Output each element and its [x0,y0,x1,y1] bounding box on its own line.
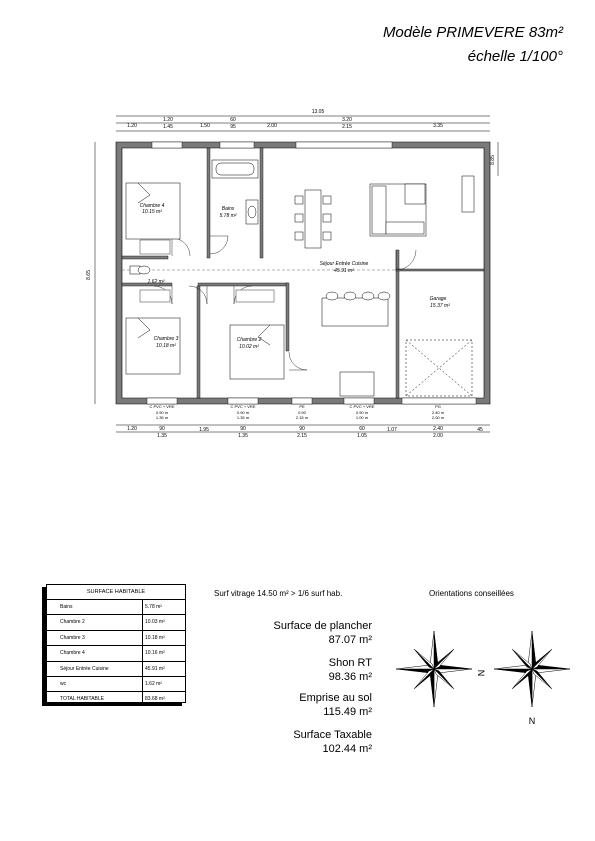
table-row [47,600,185,615]
bottom-sub2-dim-4: 1.00 m [355,415,369,420]
bottom-sub2-dim-5: 2.00 m [431,415,445,420]
row-label: Chambre 2 [60,619,85,626]
surface-table-header: SURFACE HABITABLE [47,585,185,600]
scale-label: échelle 1/100° [467,48,563,65]
bottom-dim-r2-2: 1.95 [199,427,209,433]
metric-label: Shon RT [328,657,372,669]
row-label: Chambre 4 [60,650,85,657]
top-dim-8: 2.00 [267,123,277,129]
bottom-dim-r2-4: 2.15 [297,433,307,439]
bottom-dim-r2-7: 2.00 [433,433,443,439]
bottom-dim-r1-1: 1.20 [127,426,137,432]
bottom-sub2-dim-2: 1.35 m [236,415,250,420]
top-dim-2: 60 [230,117,236,123]
row-label: Séjour Entrée Cuisine [60,665,109,672]
bottom-opening-1: C PVC + VRE [149,404,175,409]
table-row [47,662,185,677]
row-value: 10.16 m² [145,650,165,657]
row-label: Chambre 3 [60,634,85,641]
row-label: wc [60,680,67,687]
metric-shon-rt [329,656,372,684]
bottom-dim-r1-5: 60 [359,426,365,432]
top-dim-4: 1.20 [127,123,137,129]
bottom-opening-4: C PVC + VRE [349,404,375,409]
dim-total-width: 13.05 [311,109,325,115]
row-value: 45.91 m² [145,665,165,672]
bottom-sub-dim-3: 0.90 [298,410,306,415]
metric-value: 98.36 m² [328,671,372,683]
row-label: Bains [60,604,73,610]
dim-right-small: 8.85 [490,155,496,165]
metric-value: 102.44 m² [322,743,372,755]
dining-table [295,190,331,248]
metric-emprise-sol [299,691,372,719]
bottom-dim-r1-6: 2.40 [433,426,443,432]
wc-toilet [130,266,150,274]
row-value: 10.03 m² [145,619,165,626]
room-chambre3-name: Chambre 3 [153,336,179,342]
metric-surface-plancher [274,619,372,647]
top-dim-6: 1.50 [200,123,210,129]
compass-rose-right-icon [492,628,576,728]
surface-table [46,584,186,703]
table-row [47,646,185,661]
bottom-dim-r2-1: 1.35 [157,433,167,439]
bottom-dim-r2-8: 45 [477,427,483,433]
sofa [370,176,474,236]
room-garage-area: 15.37 m² [430,303,450,309]
bottom-opening-3: PE [299,404,305,409]
room-garage-name: Garage [429,296,447,302]
bed-chambre2 [230,325,284,379]
top-dim-5: 1.45 [163,124,173,130]
room-chambre2-name: Chambre 2 [236,337,262,343]
vitrage-note: Surf vitrage 14.50 m² > 1/6 surf hab. [214,589,343,598]
top-dim-7: 95 [230,124,236,130]
top-dimension-lines [95,116,498,432]
kitchen-counter [322,292,390,396]
row-value: 10.18 m² [145,634,165,641]
metric-label: Surface Taxable [293,729,372,741]
bottom-dim-r1-4: 90 [299,426,305,432]
bottom-opening-2: C PVC + VRE [230,404,256,409]
surface-table-box [46,584,186,703]
metric-value: 87.07 m² [328,634,372,646]
bottom-sub-dim-2: 0.90 m [236,410,250,415]
window-openings [147,142,476,404]
table-row-total [47,692,185,706]
room-bains-name: Bains [221,206,235,212]
garage-door [406,340,472,396]
dim-total-depth: 8.65 [86,270,92,280]
compass-right-letter: N [528,716,536,726]
compass-rose-left-icon [390,628,490,710]
bottom-dim-r1-3: 90 [240,426,246,432]
metric-label: Surface de plancher [273,620,372,632]
table-row [47,615,185,630]
table-row [47,677,185,692]
row-value: 5.78 m² [145,604,162,610]
metric-value: 115.49 m² [323,706,372,718]
room-wc-area: 1.62 m² [147,279,165,285]
room-chambre4-area: 10.15 m² [142,209,162,215]
bottom-sub-dim-1: 0.90 m [155,410,169,415]
top-dim-10: 3.35 [433,123,443,129]
top-dim-9: 2.15 [342,124,352,130]
room-bains-area: 5.78 m² [219,213,237,219]
room-chambre4-name: Chambre 4 [139,203,165,209]
bottom-sub2-dim-1: 1.35 m [155,415,169,420]
compass-left-letter: N [476,669,486,677]
bottom-opening-5: PG [435,404,441,409]
bottom-sub2-dim-3: 2.15 m [295,415,309,420]
bottom-sub-dim-4: 0.90 m [355,410,369,415]
room-chambre2-area: 10.02 m² [239,344,259,350]
bottom-sub-dim-5: 2.40 m [431,410,445,415]
orientations-label: Orientations conseillées [429,589,514,598]
row-label: TOTAL HABITABLE [60,696,104,703]
metric-label: Emprise au sol [299,692,372,704]
bottom-dim-r2-3: 1.35 [238,433,248,439]
table-row [47,631,185,646]
bottom-dim-r2-6: 1.07 [387,427,397,433]
row-value: 83.68 m² [145,696,165,703]
metric-surface-taxable [293,728,372,756]
bottom-dim-r1-2: 90 [159,426,165,432]
top-dim-3: 3.20 [342,117,352,123]
model-title: Modèle PRIMEVERE 83m² [382,24,563,41]
row-value: 1.62 m² [145,680,162,687]
room-chambre3-area: 10.18 m² [156,343,176,349]
bottom-dim-r2-5: 1.05 [357,433,367,439]
room-sejour-name: Séjour Entrée Cuisine [319,261,369,267]
top-dim-1: 1.20 [163,117,173,123]
room-sejour-area: 45.91 m² [334,268,354,274]
